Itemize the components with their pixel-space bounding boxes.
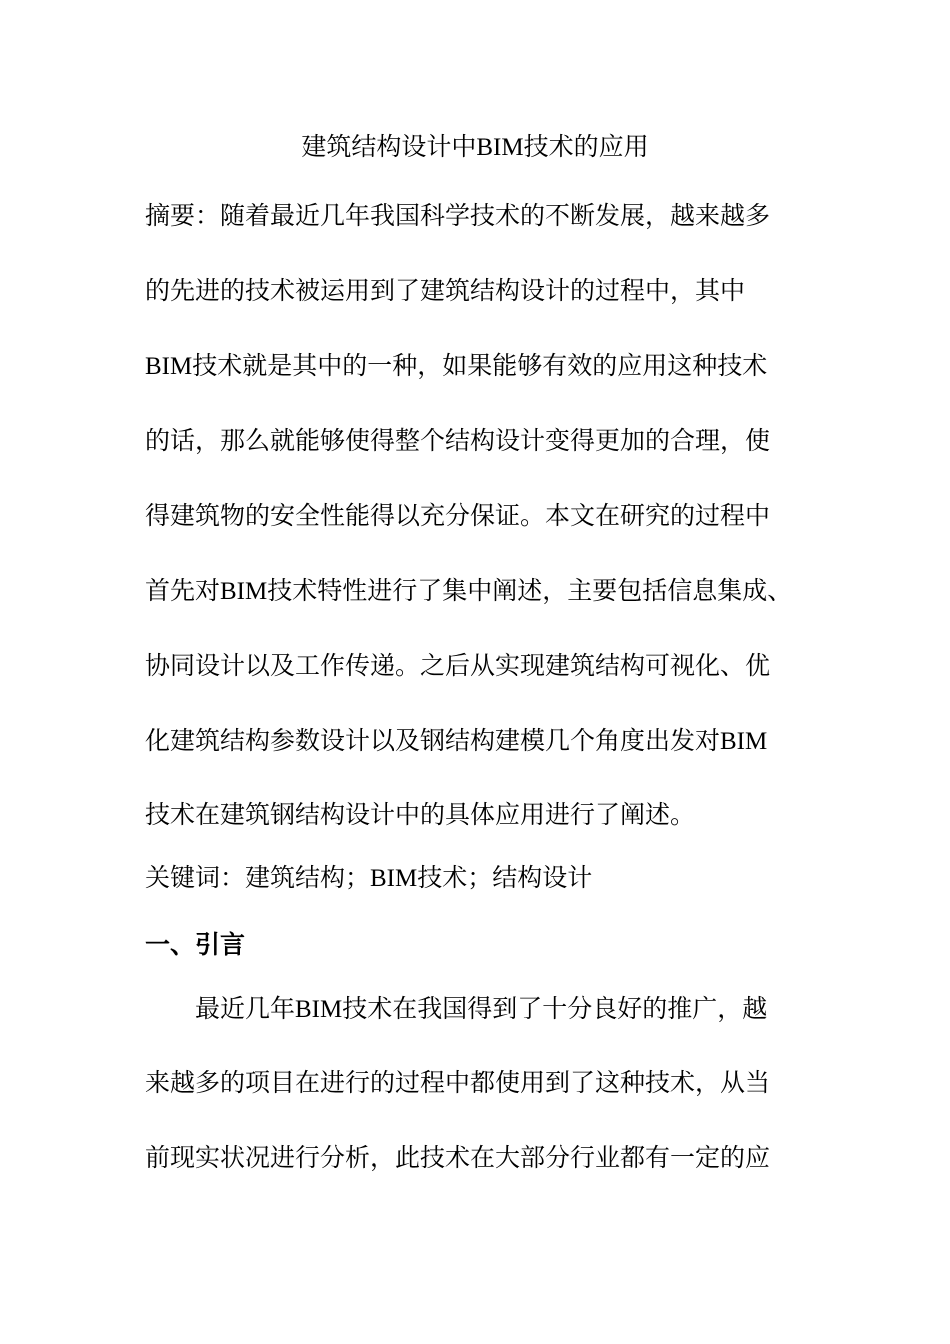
- abstract-line: 的话，那么就能够使得整个结构设计变得更加的合理，使: [145, 428, 771, 455]
- abstract-line: 摘要：随着最近几年我国科学技术的不断发展，越来越多: [145, 203, 771, 230]
- abstract-line: 协同设计以及工作传递。之后从实现建筑结构可视化、优: [145, 653, 771, 680]
- keywords-line: 关键词：建筑结构；BIM技术；结构设计: [145, 865, 593, 892]
- body-line: 最近几年BIM技术在我国得到了十分良好的推广，越: [195, 996, 768, 1023]
- body-line: 前现实状况进行分析，此技术在大部分行业都有一定的应: [145, 1145, 771, 1172]
- abstract-line: 的先进的技术被运用到了建筑结构设计的过程中，其中: [145, 278, 746, 305]
- abstract-line: 得建筑物的安全性能得以充分保证。本文在研究的过程中: [145, 503, 771, 530]
- paper-title: 建筑结构设计中BIM技术的应用: [301, 134, 649, 161]
- abstract-line: 首先对BIM技术特性进行了集中阐述，主要包括信息集成、: [145, 578, 793, 605]
- section-heading: 一、引言: [145, 930, 246, 959]
- abstract-line: BIM技术就是其中的一种，如果能够有效的应用这种技术: [145, 353, 768, 380]
- body-line: 来越多的项目在进行的过程中都使用到了这种技术，从当: [145, 1070, 771, 1097]
- abstract-line: 技术在建筑钢结构设计中的具体应用进行了阐述。: [145, 802, 696, 829]
- abstract-line: 化建筑结构参数设计以及钢结构建模几个角度出发对BIM: [145, 728, 768, 755]
